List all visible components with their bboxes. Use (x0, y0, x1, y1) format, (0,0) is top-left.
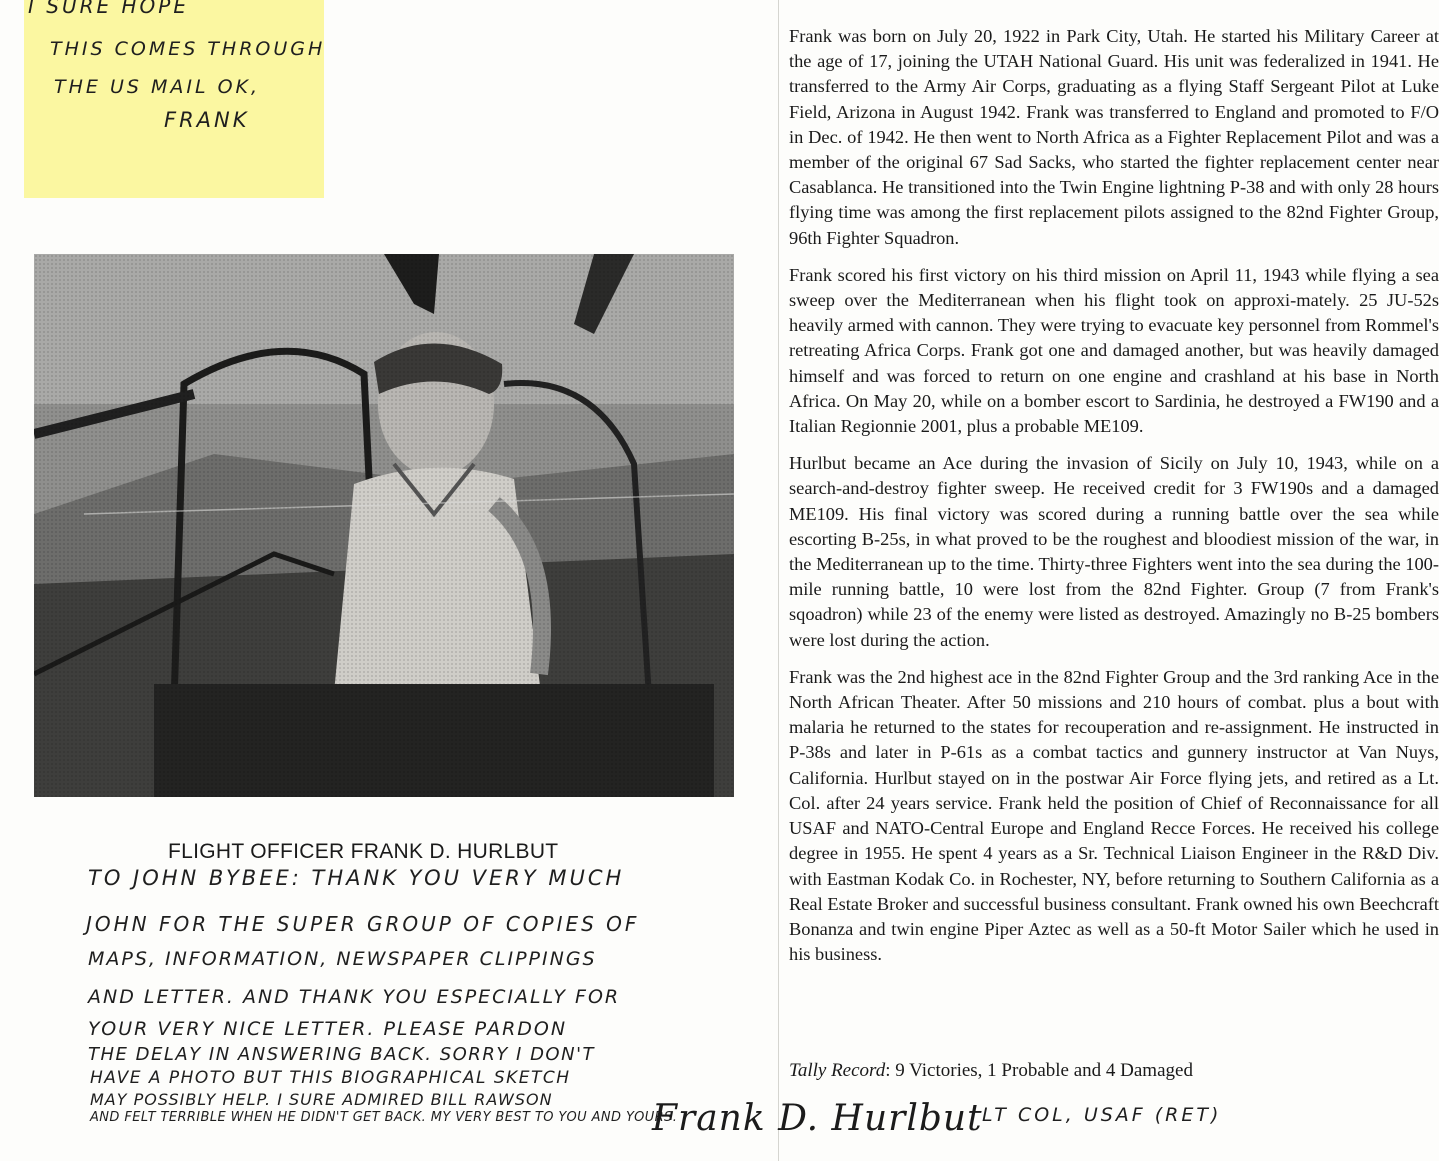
article-paragraph: Hurlbut became an Ace during the invasion of Sicily on July 10, 1943, while on a search-and-destroy fighter sweep. He received credit for 3 FW190s and a damaged ME109. His final victory was scored during a running battle over the sea while escorting B-25s, in what proved to be the roughest and bloodiest mission of the war, in the Mediterranean up to the time. Thirty-three Fighters went into the sea during the 100-mile running battle, 10 were lost from the 82nd Fighter. Group (7 from Frank's sqoadron) while 23 of the enemy were listed as destroyed. Amazingly no B-25 bombers were lost during the action. (789, 453, 1439, 650)
tally-value: : 9 Victories, 1 Probable and 4 Damaged (885, 1060, 1193, 1081)
article-paragraph: Frank was the 2nd highest ace in the 82nd Fighter Group and the 3rd ranking Ace in the North African Theater. After 50 missions and 210 hours of combat. plus a bout with malaria he returned to the states for recouperation and re-assignment. He instructed in P-38s and later in P-61s as a combat tactics and gunnery instructor at Van Nuys, California. Hurlbut stayed on in the postwar Air Force flying jets, and retired as a Lt. Col. after 24 years service. Frank held the position of Chief of Reconnaissance for all USAF and NATO-Central Europe and England Recce Forces. He received his college degree in 1955. He spent 4 years as a Sr. Technical Liaison Engineer in the R&D Div. with Eastman Kodak Co. in Rochester, NY, before returning to Southern California as a Real Estate Broker and successful business consultant. Frank owned his own Beechcraft Bonanza and twin engine Piper Aztec as well as a 50-ft Motor Sailer which he used in his business. (789, 666, 1439, 965)
article-paragraph: Frank scored his first victory on his third mission on April 11, 1943 while flying a sea sweep over the Mediterranean when his flight took on approxi-mately. 25 JU-52s heavily armed with cannon. They were trying to evacuate key personnel from Rommel's retreating Africa Corps. Frank got one and damaged another, but was heavily damaged himself and was forced to return on one engine and crashland at his base in North Africa. On May 20, while on a bomber escort to Sardinia, he destroyed a FW190 and a Italian Regionnie 2001, plus a probable ME109. (789, 264, 1439, 437)
tally-record (789, 1060, 1193, 1082)
pilot-photo (34, 254, 734, 797)
photo-caption: FLIGHT OFFICER FRANK D. HURLBUT (168, 840, 559, 863)
note-line: THE DELAY IN ANSWERING BACK. SORRY I DON'T (88, 1044, 596, 1065)
note-line: TO JOHN BYBEE: THANK YOU VERY MUCH (88, 866, 625, 890)
signature: Frank D. Hurlbut (652, 1098, 983, 1139)
note-line: JOHN FOR THE SUPER GROUP OF COPIES OF (86, 912, 640, 936)
signature-rank: LT COL, USAF (RET) (982, 1104, 1222, 1126)
sticky-note-line: I SURE HOPE (28, 0, 189, 18)
page-fold-line (778, 0, 779, 1161)
note-line: MAY POSSIBLY HELP. I SURE ADMIRED BILL RAWSON (90, 1090, 553, 1109)
note-line: AND FELT TERRIBLE WHEN HE DIDN'T GET BACK. MY VERY BEST TO YOU AND YOURS. (90, 1110, 678, 1125)
sticky-note (24, 0, 324, 198)
sticky-note-line: THE US MAIL OK, (54, 76, 261, 98)
tally-label: Tally Record (789, 1060, 886, 1081)
note-line: HAVE A PHOTO BUT THIS BIOGRAPHICAL SKETCH (90, 1068, 571, 1088)
biography-article (789, 24, 1439, 979)
note-line: AND LETTER. AND THANK YOU ESPECIALLY FOR (88, 986, 621, 1008)
pilot-photo-illustration (34, 254, 734, 797)
sticky-note-signature: FRANK (164, 108, 250, 132)
article-paragraph: Frank was born on July 20, 1922 in Park City, Utah. He started his Military Career at the age of 17, joining the UTAH National Guard. His unit was federalized in 1941. He transferred to the Army Air Corps, graduating as a flying Staff Sergeant Pilot at Luke Field, Arizona in August 1942. Frank was transferred to England and promoted to F/O in Dec. of 1942. He then went to North Africa as a Fighter Replacement Pilot and was a member of the original 67 Sad Sacks, who started the fighter replacement center near Casablanca. He transitioned into the Twin Engine lightning P-38 and with only 28 hours flying time was among the first replacement pilots assigned to the 82nd Fighter Group, 96th Fighter Squadron. (789, 26, 1439, 248)
note-line: YOUR VERY NICE LETTER. PLEASE PARDON (88, 1018, 568, 1040)
note-line: MAPS, INFORMATION, NEWSPAPER CLIPPINGS (88, 948, 597, 970)
sticky-note-line: THIS COMES THROUGH (50, 38, 326, 60)
